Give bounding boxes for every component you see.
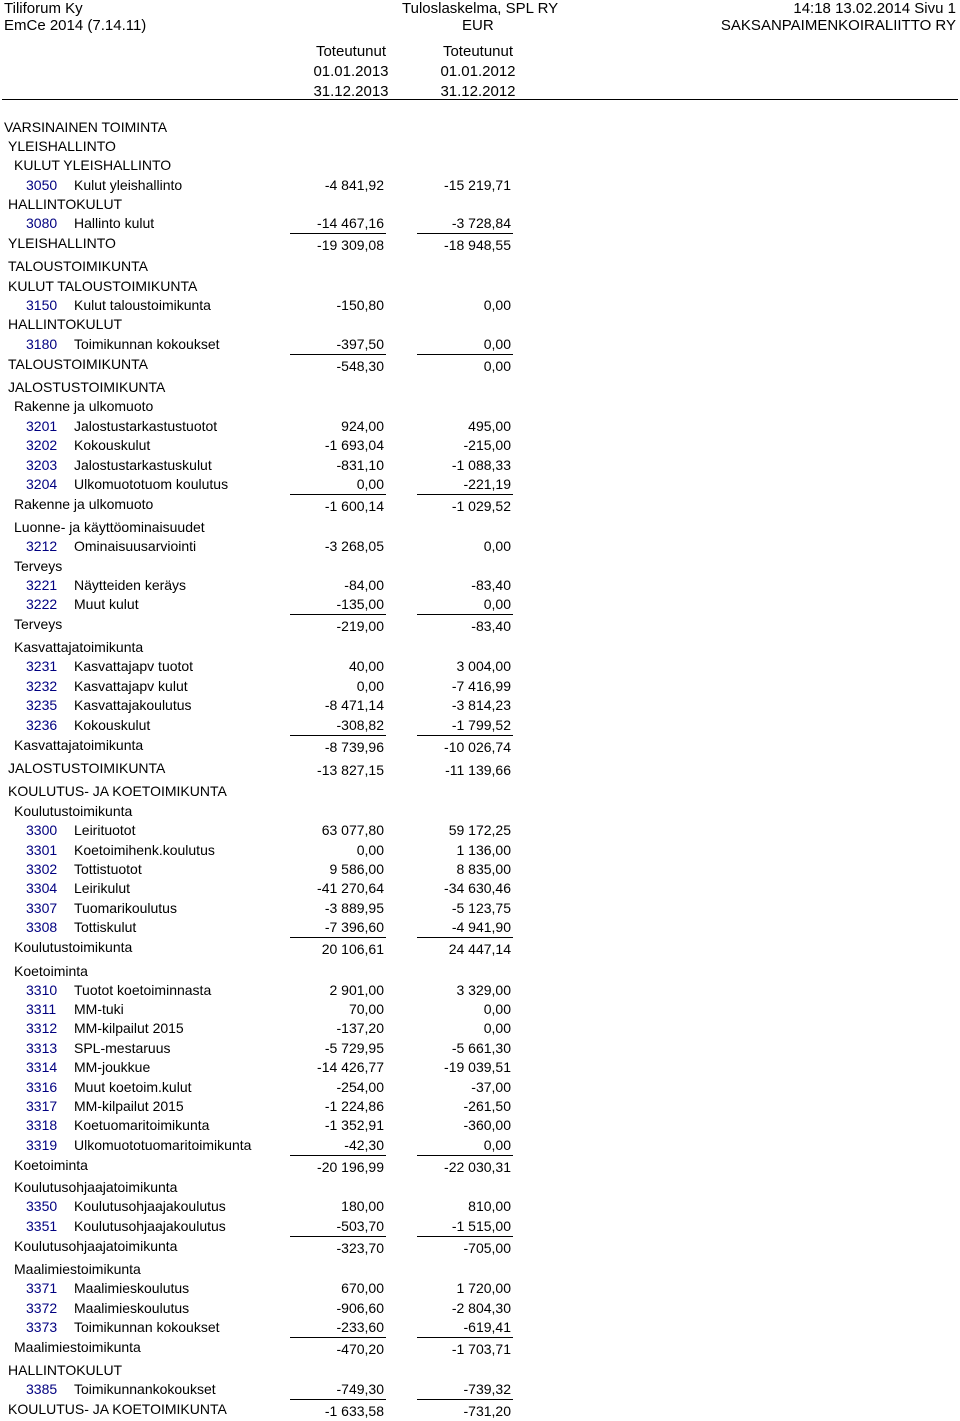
subtotal-label: JALOSTUSTOIMIKUNTA — [8, 760, 166, 776]
account-row — [0, 917, 960, 937]
value-2013: -20 196,99 — [317, 1159, 384, 1175]
value-2013: -1 693,04 — [324, 437, 384, 453]
section-label: Luonne- ja käyttöominaisuudet — [14, 519, 205, 535]
account-row — [0, 295, 960, 315]
section-label: Maalimiestoimikunta — [14, 1261, 141, 1277]
section-heading — [0, 1360, 960, 1380]
subtotal-row — [0, 937, 960, 957]
account-name: Kulut taloustoimikunta — [74, 297, 211, 313]
section-heading — [0, 117, 960, 137]
account-row — [0, 416, 960, 436]
account-code: 3311 — [26, 1001, 57, 1017]
value-2012: 0,00 — [483, 538, 511, 554]
account-code: 3310 — [26, 982, 58, 998]
account-row — [0, 1196, 960, 1216]
account-row — [0, 435, 960, 455]
subtotal-label: Rakenne ja ulkomuoto — [14, 496, 154, 512]
value-2012: -2 804,30 — [451, 1300, 511, 1316]
section-heading — [0, 1177, 960, 1197]
value-2012: 0,00 — [483, 1001, 511, 1017]
value-2013: 180,00 — [341, 1198, 384, 1214]
value-2013: -135,00 — [336, 596, 384, 612]
value-2013: -397,50 — [336, 336, 384, 352]
value-2013: -4 841,92 — [324, 177, 384, 193]
value-2013: -219,00 — [336, 618, 384, 634]
value-2013: -233,60 — [336, 1319, 384, 1335]
subtotal-label: Terveys — [14, 616, 63, 632]
value-2012: 8 835,00 — [456, 861, 511, 877]
account-name: Leirituotot — [74, 822, 136, 838]
value-2012: 3 004,00 — [456, 658, 511, 674]
value-2013: 924,00 — [341, 418, 384, 434]
subtotal-row — [0, 1337, 960, 1357]
account-row — [0, 575, 960, 595]
value-2012: -10 026,74 — [444, 739, 511, 755]
value-2012: 0,00 — [483, 1020, 511, 1036]
section-label: YLEISHALLINTO — [8, 138, 116, 154]
column-title: Toteutunut — [442, 43, 514, 60]
value-2013: -8 471,14 — [324, 697, 384, 713]
account-code: 3232 — [26, 678, 58, 694]
value-2012: -83,40 — [471, 577, 511, 593]
account-code: 3312 — [26, 1020, 58, 1036]
value-2013: -1 600,14 — [324, 498, 384, 514]
value-2013: -5 729,95 — [324, 1040, 384, 1056]
account-row — [0, 175, 960, 195]
value-2012: -18 948,55 — [444, 237, 511, 253]
account-name: Toimikunnankokoukset — [74, 1381, 216, 1397]
value-2012: -7 416,99 — [451, 678, 511, 694]
account-code: 3050 — [26, 177, 58, 193]
account-name: Koulutusohjaajakoulutus — [74, 1198, 226, 1214]
value-2012: -22 030,31 — [444, 1159, 511, 1175]
section-heading — [0, 396, 960, 416]
section-label: KULUT YLEISHALLINTO — [14, 157, 172, 173]
account-code: 3371 — [26, 1280, 58, 1296]
report-title: Tuloslaskelma, SPL RY — [402, 0, 559, 17]
value-2012: 0,00 — [483, 336, 511, 352]
value-2013: -3 889,95 — [324, 900, 384, 916]
account-row — [0, 878, 960, 898]
account-row — [0, 840, 960, 860]
section-label: Koulutustoimikunta — [14, 803, 133, 819]
value-2012: -1 799,52 — [451, 717, 511, 733]
account-row — [0, 820, 960, 840]
company-name: Tiliforum Ky — [4, 0, 83, 17]
account-code: 3201 — [26, 418, 58, 434]
section-heading — [0, 136, 960, 156]
value-2012: -5 661,30 — [451, 1040, 511, 1056]
section-heading — [0, 256, 960, 276]
account-code: 3318 — [26, 1117, 58, 1133]
account-row — [0, 1096, 960, 1116]
account-row — [0, 1057, 960, 1077]
value-2013: -749,30 — [336, 1381, 384, 1397]
section-label: HALLINTOKULUT — [8, 1362, 123, 1378]
section-label: JALOSTUSTOIMIKUNTA — [8, 379, 166, 395]
value-2012: 59 172,25 — [448, 822, 511, 838]
subtotal-row — [0, 494, 960, 514]
section-label: Kasvattajatoimikunta — [14, 639, 144, 655]
account-code: 3150 — [26, 297, 58, 313]
value-2012: -5 123,75 — [451, 900, 511, 916]
value-2013: -470,20 — [336, 1341, 384, 1357]
section-heading — [0, 276, 960, 296]
value-2013: -150,80 — [336, 297, 384, 313]
account-name: Jalostustarkastustuotot — [74, 418, 218, 434]
section-label: HALLINTOKULUT — [8, 196, 123, 212]
value-2012: 1 136,00 — [456, 842, 511, 858]
section-label: Koetoiminta — [14, 963, 88, 979]
value-2012: -3 728,84 — [451, 215, 511, 231]
account-code: 3302 — [26, 861, 58, 877]
value-2013: 670,00 — [341, 1280, 384, 1296]
subtotal-row — [0, 614, 960, 634]
account-name: Toimikunnan kokoukset — [74, 336, 220, 352]
subtotal-label: Kasvattajatoimikunta — [14, 737, 144, 753]
account-name: Ominaisuusarviointi — [74, 538, 197, 554]
section-label: HALLINTOKULUT — [8, 316, 123, 332]
account-row — [0, 859, 960, 879]
value-2013: 9 586,00 — [329, 861, 384, 877]
value-2012: -215,00 — [463, 437, 511, 453]
account-code: 3231 — [26, 658, 58, 674]
section-heading — [0, 637, 960, 657]
organization-name: SAKSANPAIMENKOIRALIITTO RY — [720, 17, 956, 34]
subtotal-row — [0, 758, 960, 778]
value-2012: 0,00 — [483, 596, 511, 612]
value-2013: 0,00 — [356, 476, 384, 492]
section-heading — [0, 314, 960, 334]
account-code: 3222 — [26, 596, 58, 612]
value-2013: 63 077,80 — [321, 822, 384, 838]
account-name: MM-joukkue — [74, 1059, 151, 1075]
value-2012: 1 720,00 — [456, 1280, 511, 1296]
account-row — [0, 1379, 960, 1399]
value-2013: -42,30 — [344, 1137, 384, 1153]
section-label: Terveys — [14, 558, 63, 574]
value-2013: 20 106,61 — [321, 941, 384, 957]
value-2013: -548,30 — [336, 358, 384, 374]
account-name: Hallinto kulut — [74, 215, 155, 231]
value-2013: 0,00 — [356, 678, 384, 694]
value-2013: -1 352,91 — [324, 1117, 384, 1133]
account-code: 3307 — [26, 900, 58, 916]
account-name: Koetoimihenk.koulutus — [74, 842, 215, 858]
account-name: Leirikulut — [74, 880, 131, 896]
account-code: 3204 — [26, 476, 58, 492]
column-end-date: 31.12.2013 — [313, 83, 389, 100]
value-2012: -261,50 — [463, 1098, 511, 1114]
account-row — [0, 1077, 960, 1097]
subtotal-label: YLEISHALLINTO — [8, 235, 116, 251]
account-name: Ulkomuototuomaritoimikunta — [74, 1137, 252, 1153]
value-2013: -14 467,16 — [317, 215, 384, 231]
subtotal-row — [0, 233, 960, 253]
section-heading — [0, 377, 960, 397]
value-2012: 24 447,14 — [448, 941, 511, 957]
value-2012: -34 630,46 — [444, 880, 511, 896]
subtotal-row — [0, 1236, 960, 1256]
account-row — [0, 213, 960, 233]
value-2012: -360,00 — [463, 1117, 511, 1133]
account-name: MM-kilpailut 2015 — [74, 1098, 184, 1114]
account-row — [0, 980, 960, 1000]
subtotal-row — [0, 1399, 960, 1419]
account-code: 3350 — [26, 1198, 58, 1214]
value-2012: -1 703,71 — [451, 1341, 511, 1357]
value-2013: -19 309,08 — [317, 237, 384, 253]
account-code: 3304 — [26, 880, 58, 896]
value-2012: -1 515,00 — [451, 1218, 511, 1234]
value-2012: -3 814,23 — [451, 697, 511, 713]
section-heading — [0, 961, 960, 981]
subtotal-row — [0, 735, 960, 755]
section-heading — [0, 781, 960, 801]
account-code: 3313 — [26, 1040, 58, 1056]
value-2013: -254,00 — [336, 1079, 384, 1095]
subtotal-label: Maalimiestoimikunta — [14, 1339, 141, 1355]
value-2012: -19 039,51 — [444, 1059, 511, 1075]
section-label: Rakenne ja ulkomuoto — [14, 398, 154, 414]
account-row — [0, 1018, 960, 1038]
account-name: Tuotot koetoiminnasta — [74, 982, 212, 998]
value-2012: -11 139,66 — [445, 762, 511, 778]
account-name: Muut kulut — [74, 596, 139, 612]
account-code: 3202 — [26, 437, 58, 453]
value-2013: -8 739,96 — [324, 739, 384, 755]
account-code: 3221 — [26, 577, 58, 593]
section-label: TALOUSTOIMIKUNTA — [8, 258, 149, 274]
account-name: Koetuomaritoimikunta — [74, 1117, 210, 1133]
account-code: 3351 — [26, 1218, 58, 1234]
account-code: 3180 — [26, 336, 58, 352]
value-2013: -13 827,15 — [317, 762, 384, 778]
subtotal-label: Koulutustoimikunta — [14, 939, 133, 955]
account-name: MM-kilpailut 2015 — [74, 1020, 184, 1036]
section-label: KULUT TALOUSTOIMIKUNTA — [8, 278, 198, 294]
value-2012: 810,00 — [468, 1198, 511, 1214]
value-2013: -308,82 — [336, 717, 384, 733]
account-code: 3080 — [26, 215, 58, 231]
account-row — [0, 676, 960, 696]
section-heading — [0, 517, 960, 537]
account-row — [0, 715, 960, 735]
account-row — [0, 1135, 960, 1155]
account-code: 3372 — [26, 1300, 58, 1316]
account-name: Tottiskulut — [74, 919, 137, 935]
column-end-date: 31.12.2012 — [440, 83, 516, 100]
account-name: Kulut yleishallinto — [74, 177, 183, 193]
value-2013: -323,70 — [336, 1240, 384, 1256]
section-label: Koulutusohjaajatoimikunta — [14, 1179, 178, 1195]
account-row — [0, 1317, 960, 1337]
column-start-date: 01.01.2013 — [313, 63, 389, 80]
account-name: Kokouskulut — [74, 717, 151, 733]
account-name: Näytteiden keräys — [74, 577, 187, 593]
account-name: Tuomarikoulutus — [74, 900, 177, 916]
value-2013: 2 901,00 — [329, 982, 384, 998]
value-2012: -221,19 — [463, 476, 511, 492]
section-label: KOULUTUS- JA KOETOIMIKUNTA — [8, 783, 227, 799]
account-name: Maalimieskoulutus — [74, 1280, 190, 1296]
account-row — [0, 898, 960, 918]
section-heading — [0, 556, 960, 576]
value-2013: -1 224,86 — [324, 1098, 384, 1114]
account-code: 3301 — [26, 842, 58, 858]
value-2012: 3 329,00 — [456, 982, 511, 998]
account-name: SPL-mestaruus — [74, 1040, 171, 1056]
subtotal-label: KOULUTUS- JA KOETOIMIKUNTA — [8, 1401, 227, 1417]
value-2012: -4 941,90 — [451, 919, 511, 935]
account-name: Toimikunnan kokoukset — [74, 1319, 220, 1335]
value-2013: -1 633,58 — [324, 1403, 384, 1419]
account-row — [0, 1298, 960, 1318]
column-start-date: 01.01.2012 — [440, 63, 516, 80]
section-label: VARSINAINEN TOIMINTA — [4, 119, 168, 135]
subtotal-row — [0, 354, 960, 374]
subtotal-label: Koulutusohjaajatoimikunta — [14, 1238, 178, 1254]
value-2013: -7 396,60 — [324, 919, 384, 935]
section-heading — [0, 1259, 960, 1279]
account-row — [0, 536, 960, 556]
account-row — [0, 1216, 960, 1236]
value-2012: -15 219,71 — [444, 177, 511, 193]
value-2013: -137,20 — [336, 1020, 384, 1036]
account-code: 3308 — [26, 919, 58, 935]
account-code: 3203 — [26, 457, 58, 473]
value-2012: -37,00 — [471, 1079, 511, 1095]
account-row — [0, 1278, 960, 1298]
value-2013: -41 270,64 — [317, 880, 384, 896]
value-2012: -705,00 — [463, 1240, 511, 1256]
value-2012: 0,00 — [483, 1137, 511, 1153]
account-name: Koulutusohjaajakoulutus — [74, 1218, 226, 1234]
account-name: Jalostustarkastuskulut — [74, 457, 212, 473]
account-name: Kokouskulut — [74, 437, 151, 453]
currency-label: EUR — [462, 17, 494, 34]
value-2012: 0,00 — [483, 297, 511, 313]
account-code: 3212 — [26, 538, 58, 554]
value-2013: 70,00 — [348, 1001, 384, 1017]
account-row — [0, 656, 960, 676]
account-code: 3373 — [26, 1319, 58, 1335]
account-code: 3319 — [26, 1137, 58, 1153]
account-name: Kasvattajapv kulut — [74, 678, 188, 694]
column-title: Toteutunut — [315, 43, 387, 60]
account-name: Ulkomuototuom koulutus — [74, 476, 229, 492]
account-code: 3235 — [26, 697, 58, 713]
value-2013: -14 426,77 — [317, 1059, 384, 1075]
subtotal-label: TALOUSTOIMIKUNTA — [8, 356, 149, 372]
account-row — [0, 1115, 960, 1135]
account-code: 3236 — [26, 717, 58, 733]
value-2012: 495,00 — [468, 418, 511, 434]
value-2013: -84,00 — [344, 577, 384, 593]
print-datetime-page: 14:18 13.02.2014 Sivu 1 — [793, 0, 956, 17]
account-name: Kasvattajakoulutus — [74, 697, 192, 713]
account-name: Kasvattajapv tuotot — [74, 658, 194, 674]
account-row — [0, 594, 960, 614]
account-row — [0, 455, 960, 475]
value-2012: 0,00 — [483, 358, 511, 374]
account-code: 3300 — [26, 822, 58, 838]
account-name: MM-tuki — [74, 1001, 124, 1017]
subtotal-label: Koetoiminta — [14, 1157, 88, 1173]
account-row — [0, 334, 960, 354]
account-code: 3317 — [26, 1098, 58, 1114]
value-2013: -3 268,05 — [324, 538, 384, 554]
value-2013: -906,60 — [336, 1300, 384, 1316]
section-heading — [0, 801, 960, 821]
value-2012: -83,40 — [471, 618, 511, 634]
value-2013: -503,70 — [336, 1218, 384, 1234]
account-name: Muut koetoim.kulut — [74, 1079, 192, 1095]
account-name: Maalimieskoulutus — [74, 1300, 190, 1316]
software-version: EmCe 2014 (7.14.11) — [4, 17, 147, 34]
account-row — [0, 474, 960, 494]
account-row — [0, 695, 960, 715]
section-heading — [0, 155, 960, 175]
value-2012: -619,41 — [463, 1319, 511, 1335]
value-2013: 40,00 — [348, 658, 384, 674]
account-row — [0, 1038, 960, 1058]
account-name: Tottistuotot — [74, 861, 142, 877]
value-2012: -1 029,52 — [451, 498, 511, 514]
account-row — [0, 999, 960, 1019]
value-2012: -1 088,33 — [451, 457, 511, 473]
account-code: 3314 — [26, 1059, 58, 1075]
value-2013: -831,10 — [336, 457, 384, 473]
value-2013: 0,00 — [356, 842, 384, 858]
value-2012: -739,32 — [463, 1381, 511, 1397]
account-code: 3316 — [26, 1079, 58, 1095]
account-code: 3385 — [26, 1381, 58, 1397]
value-2012: -731,20 — [463, 1403, 511, 1419]
section-heading — [0, 194, 960, 214]
subtotal-row — [0, 1155, 960, 1175]
